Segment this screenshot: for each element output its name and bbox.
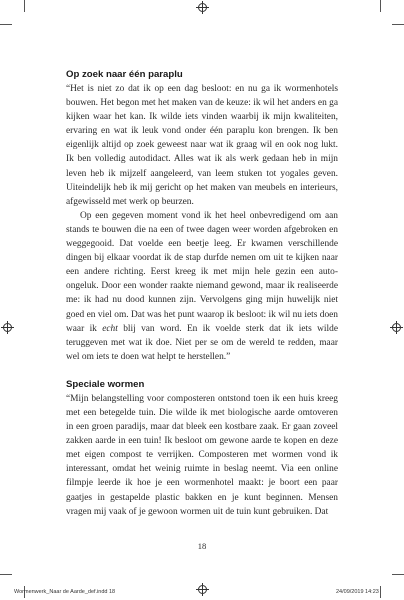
registration-mark-icon xyxy=(198,3,207,12)
crop-mark xyxy=(0,574,12,575)
page-number: 18 xyxy=(197,541,207,551)
paragraph-text: blij van word. En ik voelde sterk dat ik iets wilde teruggeven met wat ik doe. Niet per se om de wereld te redden, maar wel om iets te doen wat helpt te herstellen.” xyxy=(66,323,338,362)
crop-mark xyxy=(392,24,404,25)
section-heading: Speciale wormen xyxy=(66,378,145,390)
paragraph xyxy=(66,209,338,364)
crop-mark xyxy=(380,0,381,12)
crop-mark xyxy=(24,0,25,12)
registration-mark-icon xyxy=(392,323,401,332)
registration-mark-icon xyxy=(3,323,12,332)
print-slug-timestamp: 24/09/2019 14:23 xyxy=(336,589,379,595)
print-slug-filename: Wormenwerk_Naar de Aarde_def.indd 18 xyxy=(14,589,116,595)
registration-mark-icon xyxy=(198,585,207,594)
emphasis: echt xyxy=(102,323,118,334)
crop-mark xyxy=(392,574,404,575)
paragraph: “Het is niet zo dat ik op een dag besloot: en nu ga ik wormenhotels bouwen. Het begon met het maken van de keuze: ik wil het anders en ga kijken waar het kan. Ik wilde iets vinden waarbij ik mijn kwaliteiten, ervaring en wat ik leuk vond onder één paraplu kon brengen. Ik ben eigenlijk altijd op zoek geweest naar wat ik graag wil en ook nog lukt. Ik ben volledig autodidact. Alles wat ik als werk gedaan heb in mijn leven heb ik mijzelf aangeleerd, van leem stuken tot yogales geven. Uiteindelijk heb ik mij gericht op het maken van meubels en interieurs, afgewisseld met werk op beurzen. xyxy=(66,84,338,207)
section-heading: Op zoek naar één paraplu xyxy=(66,69,183,80)
crop-mark xyxy=(380,586,381,598)
paragraph: “Mijn belangstelling voor composteren ontstond toen ik een huis kreeg met een betegelde tuin. Die wilde ik met biologische aarde omtoveren in een groen paradijs, maar dat bleek een kostbare zaak. Er gaan zoveel zakken aarde in een tuin! Ik besloot om gewone aarde te kopen en deze met eigen compost te verrijken. Composteren met wormen vond ik interessant, omdat het weinig ruimte in beslag neemt. Via een online filmpje leerde ik hoe je een wormenhotel maakt: je boort een paar gaatjes in gestapelde plastic bakken en je kunt beginnen. Mensen vragen mij vaak of je gewoon wormen uit de tuin kunt gebruiken. Dat xyxy=(66,393,338,517)
paragraph-text: Op een gegeven moment vond ik het heel onbevredigend om aan stands te bouwen die na een of twee dagen weer worden afgebroken en weggegooid. Dat voelde een beetje leeg. Er kwamen verschillende dingen bij elkaar voordat ik de stap durfde nemen om uit te kijken naar een andere richting. Eerst kreeg ik met mijn hele gezin een auto-ongeluk. Door een wonder raakte niemand gewond, maar ik realiseerde me: ik had nu dood kunnen zijn. Vervolgens ging mijn huwelijk niet goed en viel om. Dat was het punt waarop ik besloot: ik wil nu iets doen waar ik xyxy=(66,210,338,334)
body-text xyxy=(66,68,338,519)
crop-mark xyxy=(0,24,12,25)
